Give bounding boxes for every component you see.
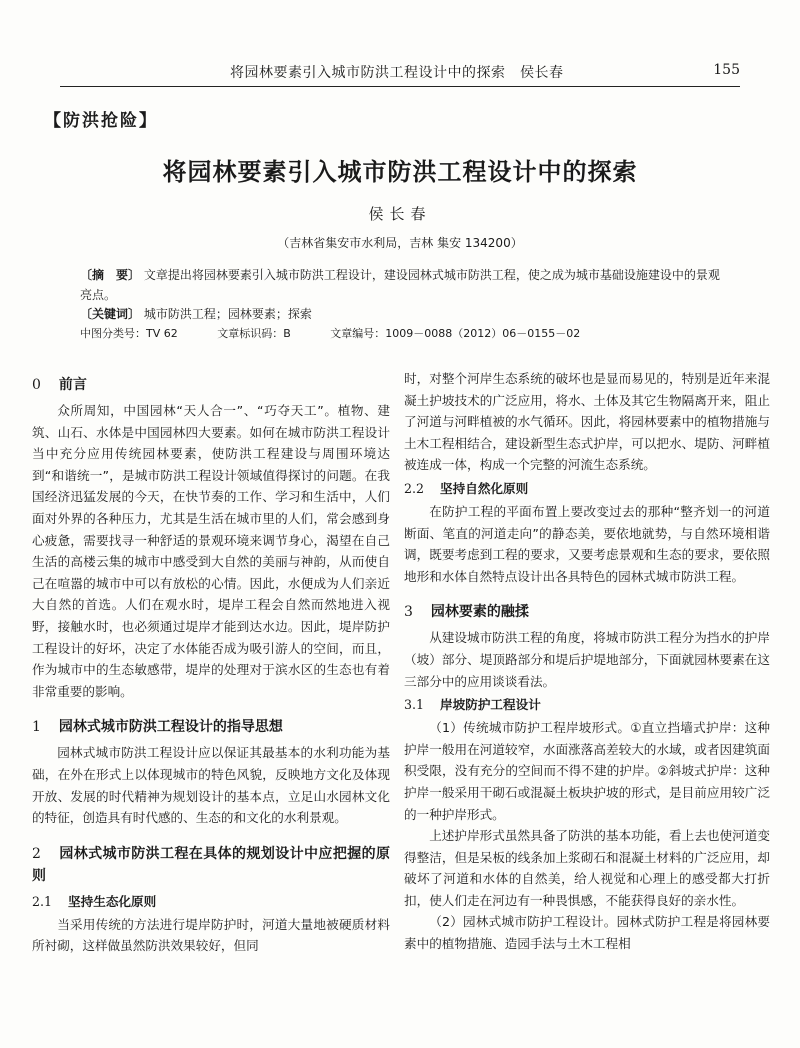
keywords xyxy=(80,305,720,323)
subsection-heading xyxy=(404,478,770,499)
running-header xyxy=(60,60,740,87)
section-tag: 【防洪抢险】 xyxy=(44,111,158,131)
author: 侯长春 xyxy=(368,205,432,223)
section-title: 前言 xyxy=(58,377,87,393)
section-title: 园林式城市防洪工程在具体的规划设计中应把握的原则 xyxy=(32,845,390,884)
section-heading xyxy=(32,374,390,396)
section-number: 2 xyxy=(32,845,41,862)
subsection-title: 坚持生态化原则 xyxy=(68,893,157,909)
keywords-text: 城市防洪工程；园林要素；探索 xyxy=(143,307,312,321)
paragraph: 众所周知，中国园林“天人合一”、“巧夺天工”。植物、建筑、山石、水体是中国园林四大要素。如何在城市防洪工程设计当中充分应用传统园林要素，使防洪工程建设与周围环境达到“和谐统一”，是城市防洪工程设计领域值得探讨的问题。在我国经济迅猛发展的今天，在快节奏的工作、学习和生活中，人们面对外界的各种压力，尤其是生活在城市里的人们，常会感到身心疲惫，需要找寻一种舒适的景观环境来调节身心，渴望在自己生活的高楼云集的城市中感受到大自然的美丽与神韵，从而使自己在喧嚣的城市中可以有放松的心情。因此，水便成为人们亲近大自然的首选。人们在观水时，堤岸工程会自然而然地进入视野，接触水时，也必须通过堤岸才能到达水边。因此，堤岸防护工程设计的好坏，决定了水体能否成为吸引游人的空间，而且，作为城市中的生态敏感带，堤岸的处理对于滨水区的生态也有着非常重要的影响。 xyxy=(32,403,390,699)
paragraph: （2）园林式城市防护工程设计。园林式防护工程是将园林要素中的植物措施、造园手法与土木工程相 xyxy=(404,914,770,952)
subsection-title: 坚持自然化原则 xyxy=(440,480,529,496)
subsection-number: 3.1 xyxy=(404,697,425,713)
classification-info xyxy=(80,325,616,341)
section-number: 3 xyxy=(404,604,413,621)
page-number: 155 xyxy=(713,62,740,78)
section-heading xyxy=(32,843,390,887)
paragraph: 在防护工程的平面布置上要改变过去的那种“整齐划一的河道断面、笔直的河道走向”的静态美，要依地就势，与自然环境相谐调，既要考虑到工程的要求，又要考虑景观和生态的要求，要依照地形和水体自然特点设计出各具特色的园林式城市防洪工程。 xyxy=(404,503,770,584)
section-number: 1 xyxy=(32,719,41,736)
article-title: 将园林要素引入城市防洪工程设计中的探索 xyxy=(162,158,638,186)
right-column xyxy=(404,368,770,955)
section-title: 园林要素的融揉 xyxy=(430,604,529,621)
clc-number: 中图分类号：TV 62 xyxy=(80,327,178,340)
section-heading xyxy=(32,716,390,738)
subsection-title: 岸坡防护工程设计 xyxy=(440,697,541,713)
paragraph: （1）传统城市防护工程岸坡形式。①直立挡墙式护岸：这种护岸一般用在河道较窄，水面涨落高差较大的水域，或者因建筑面积受限，没有充分的空间而不得不建的护岸。②斜坡式护岸：这种护岸一般采用干砌石或混凝土板块护坡的形式，是目前应用较广泛的一种护岸形式。 xyxy=(404,720,770,822)
document-code: 文章标识码：B xyxy=(217,327,291,340)
keywords-label: 〔关键词〕 xyxy=(80,307,141,321)
abstract xyxy=(80,265,720,305)
section-number: 0 xyxy=(32,377,41,393)
subsection-number: 2.1 xyxy=(32,893,53,909)
affiliation: （吉林省集安市水利局，吉林 集安 134200） xyxy=(277,236,523,250)
subsection-heading xyxy=(404,694,770,715)
abstract-text: 文章提出将园林要素引入城市防洪工程设计，建设园林式城市防洪工程，使之成为城市基础设施建设中的景观亮点。 xyxy=(80,268,720,302)
abstract-label: 〔摘 要〕 xyxy=(80,268,141,282)
running-title: 将园林要素引入城市防洪工程设计中的探索 侯长春 xyxy=(230,65,564,81)
left-column xyxy=(32,368,390,957)
paragraph: 园林式城市防洪工程设计应以保证其最基本的水利功能为基础，在外在形式上以体现城市的特色风貌，反映地方文化及体现开放、发展的时代精神为规划设计的基本点，立足山水园林文化的特征，创造具有时代感的、生态的和文化的水利景观。 xyxy=(32,745,390,826)
subsection-number: 2.2 xyxy=(404,480,425,496)
paragraph: 从建设城市防洪工程的角度，将城市防洪工程分为挡水的护岸（坡）部分、堤顶路部分和堤后护堤地部分，下面就园林要素在这三部分中的应用谈谈看法。 xyxy=(404,630,770,689)
paragraph: 当采用传统的方法进行堤岸防护时，河道大量地被硬质材料所衬砌，这样做虽然防洪效果较好，但同 xyxy=(32,916,390,954)
section-title: 园林式城市防洪工程设计的指导思想 xyxy=(58,719,283,736)
article-number: 文章编号：1009－0088（2012）06－0155－02 xyxy=(330,327,581,340)
subsection-heading xyxy=(32,891,390,912)
section-heading xyxy=(404,601,770,623)
paragraph: 时，对整个河岸生态系统的破坏也是显而易见的，特别是近年来混凝土护坡技术的广泛应用，将水、土体及其它生物隔离开来，阻止了河道与河畔植被的水气循环。因此，将园林要素中的植物措施与土木工程相结合，建设新型生态式护岸，可以把水、堤防、河畔植被连成一体，构成一个完整的河流生态系统。 xyxy=(404,371,770,473)
paragraph: 上述护岸形式虽然具备了防洪的基本功能，看上去也使河道变得整洁，但是呆板的线条加上浆砌石和混凝土材料的广泛应用，却破坏了河道和水体的自然美，给人视觉和心理上的感受都大打折扣，使人们走在河边有一种畏惧感，不能获得良好的亲水性。 xyxy=(404,828,770,908)
